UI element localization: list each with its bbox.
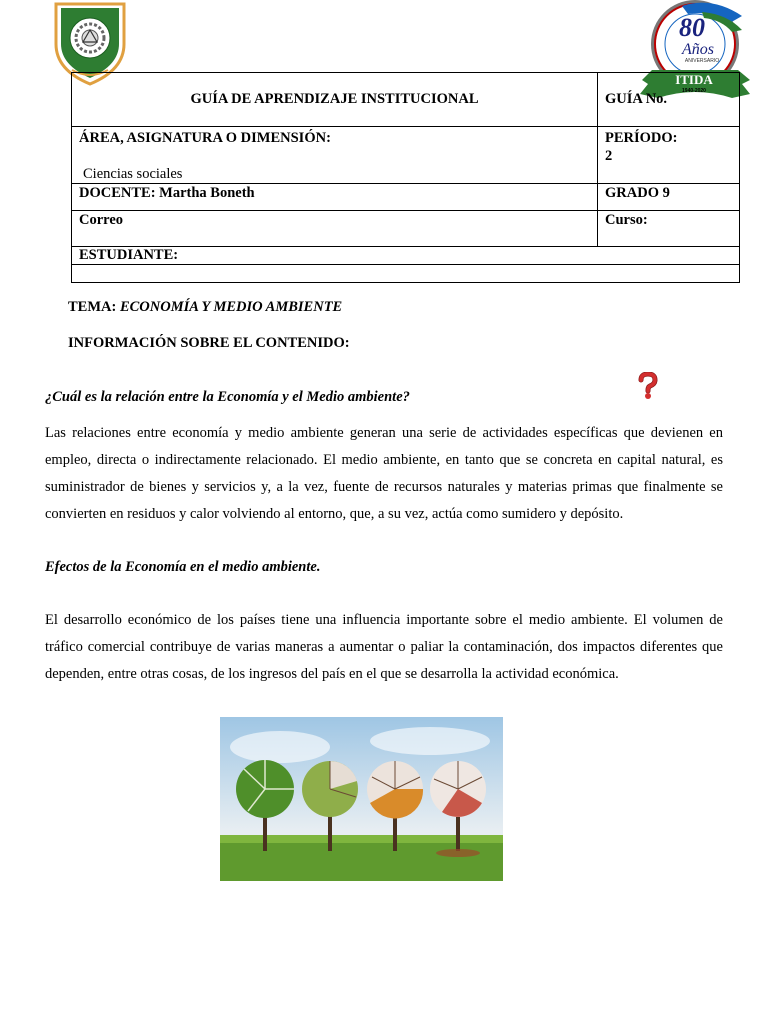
paragraph-effects: El desarrollo económico de los países tiene una influencia importante sobre el medio ambiente. El volumen de tráfico comercial contribuye de varias maneras a aumentar o paliar la contaminación, dos impactos diferentes que dependen, entre otras cosas, de los ingresos del país en el que se desarrolla la actividad económica.: [45, 612, 723, 682]
area-label: ÁREA, ASIGNATURA O DIMENSIÓN:: [79, 130, 331, 146]
period-value: 2: [605, 148, 613, 164]
paragraph-relation: Las relaciones entre economía y medio ambiente generan una serie de actividades específicas que devienen en empleo, directa o indirectamente relacionado. El medio ambiente, en tanto que se concreta en capital natural, es suministrador de bienes y servicios y, a la vez, fuente de recursos naturales y materias primas que finalmente se convierten en residuos y calor volviendo al entorno, que, a su vez, actúa como sumidero y depósito.: [45, 425, 723, 522]
grade-label: GRADO 9: [598, 184, 740, 211]
effects-subheading: Efectos de la Economía en el medio ambiente.: [45, 559, 321, 575]
seal-dates: 1940-2020: [682, 88, 706, 94]
info-heading: INFORMACIÓN SOBRE EL CONTENIDO:: [68, 335, 350, 351]
area-cell: [72, 127, 598, 184]
teacher-name: DOCENTE: Martha Boneth: [72, 184, 598, 211]
course-label: Curso:: [598, 211, 740, 247]
email-label: Correo: [72, 211, 598, 247]
seal-number: 80: [679, 13, 705, 42]
seal-ribbon-text: ITIDA: [675, 72, 713, 87]
question-heading: ¿Cuál es la relación entre la Economía y el Medio ambiente?: [45, 389, 410, 405]
guide-header-table: [71, 72, 740, 283]
topic-line: [68, 294, 342, 321]
topic-label: TEMA:: [68, 299, 117, 315]
seal-years: Años: [682, 41, 714, 58]
question-mark-icon: [636, 372, 660, 400]
period-cell: [598, 127, 740, 184]
area-value: Ciencias sociales: [83, 166, 183, 182]
guide-number-label: GUÍA No.: [598, 73, 740, 127]
topic-value: ECONOMÍA Y MEDIO AMBIENTE: [119, 299, 343, 315]
student-blank-row: [72, 265, 740, 283]
student-label: ESTUDIANTE:: [72, 247, 740, 265]
period-label: PERÍODO:: [605, 130, 678, 146]
seal-anniversary: ANIVERSARIO: [684, 58, 720, 64]
trees-pie-chart-illustration: [220, 717, 503, 881]
guide-title: GUÍA DE APRENDIZAJE INSTITUCIONAL: [72, 73, 598, 127]
